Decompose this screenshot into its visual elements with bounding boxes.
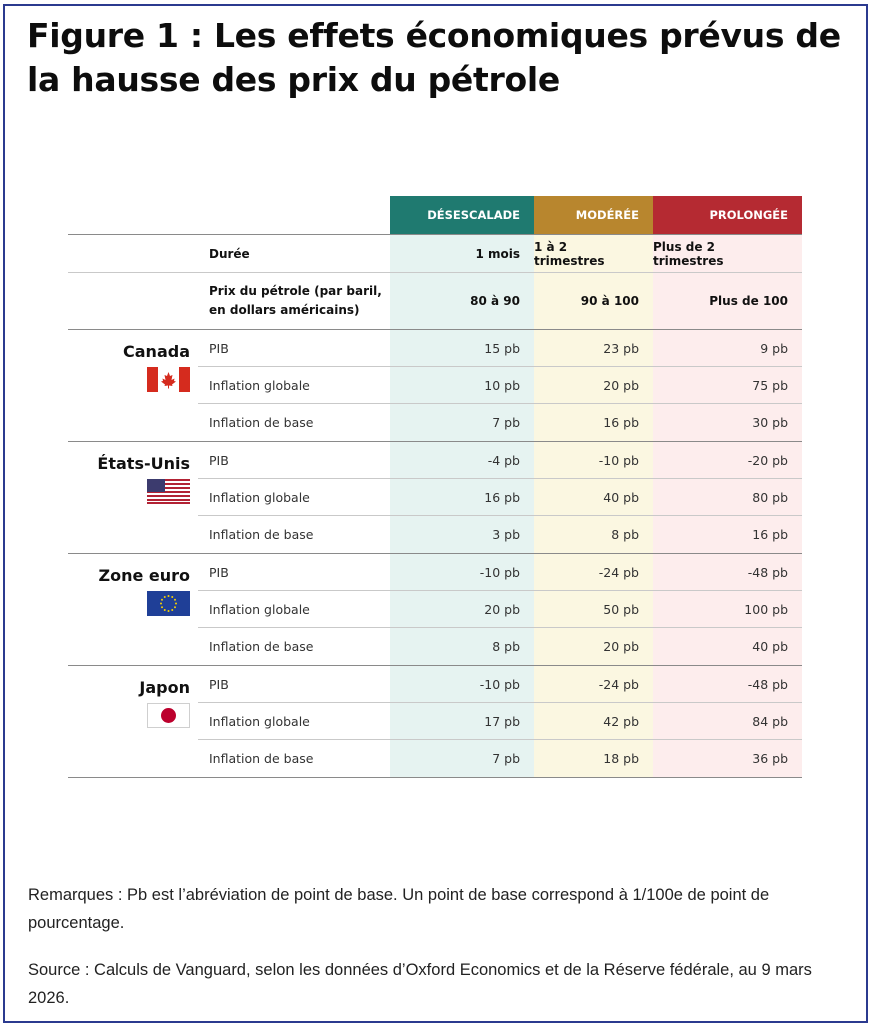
metric-label: PIB bbox=[209, 452, 229, 468]
metric-label: Inflation de base bbox=[209, 751, 314, 766]
value-cell: -20 pb bbox=[747, 452, 788, 468]
source-text: Source : Calculs de Vanguard, selon les données d’Oxford Economics et de la Réserve fédérale, au 9 mars 2026. bbox=[28, 961, 812, 1007]
value-cell: -10 pb bbox=[598, 452, 639, 468]
value-cell: 16 pb bbox=[603, 415, 639, 430]
oil-price-moderee: 90 à 100 bbox=[580, 294, 639, 308]
value-cell: 23 pb bbox=[603, 340, 639, 356]
value-cell: 18 pb bbox=[603, 751, 639, 766]
duration-prolongee: Plus de 2 trimestres bbox=[653, 239, 724, 268]
oil-price-label: Prix du pétrole (par baril, en dollars américains) bbox=[209, 284, 382, 317]
scenario-header-moderee: MODÉRÉE bbox=[534, 196, 653, 234]
value-cell: 10 pb bbox=[484, 377, 520, 393]
value-cell: 16 pb bbox=[752, 527, 788, 542]
scenario-header-desescalade: DÉSESCALADE bbox=[390, 196, 534, 234]
value-cell: 8 pb bbox=[611, 527, 639, 542]
japan-flag-icon bbox=[147, 703, 190, 728]
scenario-header-prolongee: PROLONGÉE bbox=[653, 196, 802, 234]
value-cell: 9 pb bbox=[760, 340, 788, 356]
value-cell: 3 pb bbox=[492, 527, 520, 542]
value-cell: 20 pb bbox=[603, 377, 639, 393]
oil-price-desescalade: 80 à 90 bbox=[470, 294, 520, 308]
canada-flag-icon bbox=[147, 367, 190, 392]
value-cell: 16 pb bbox=[484, 489, 520, 505]
value-cell: -24 pb bbox=[598, 564, 639, 580]
value-cell: -24 pb bbox=[598, 676, 639, 692]
country-euro-area: Zone euro bbox=[98, 566, 190, 585]
duration-moderee: 1 à 2 trimestres bbox=[534, 239, 605, 268]
oil-price-prolongee: Plus de 100 bbox=[709, 294, 788, 308]
value-cell: 20 pb bbox=[484, 601, 520, 617]
country-japan: Japon bbox=[139, 678, 190, 697]
value-cell: 80 pb bbox=[752, 489, 788, 505]
eu-flag-icon bbox=[147, 591, 190, 616]
country-usa: États-Unis bbox=[97, 454, 190, 473]
country-canada: Canada bbox=[123, 342, 190, 361]
value-cell: 20 pb bbox=[603, 639, 639, 654]
metric-label: Inflation de base bbox=[209, 639, 314, 654]
row-divider bbox=[68, 777, 802, 778]
value-cell: -10 pb bbox=[479, 564, 520, 580]
duration-desescalade: 1 mois bbox=[475, 246, 520, 261]
value-cell: 30 pb bbox=[752, 415, 788, 430]
value-cell: -48 pb bbox=[747, 676, 788, 692]
metric-label: PIB bbox=[209, 340, 229, 356]
value-cell: -10 pb bbox=[479, 676, 520, 692]
usa-flag-icon bbox=[147, 479, 190, 504]
value-cell: -4 pb bbox=[487, 452, 520, 468]
value-cell: 8 pb bbox=[492, 639, 520, 654]
value-cell: 40 pb bbox=[752, 639, 788, 654]
metric-label: PIB bbox=[209, 564, 229, 580]
value-cell: 17 pb bbox=[484, 713, 520, 729]
metric-label: PIB bbox=[209, 676, 229, 692]
metric-label: Inflation globale bbox=[209, 713, 310, 729]
scenario-table bbox=[68, 196, 802, 778]
value-cell: -48 pb bbox=[747, 564, 788, 580]
figure-title: Figure 1 : Les effets économiques prévus de la hausse des prix du pétrole bbox=[27, 16, 841, 99]
metric-label: Inflation globale bbox=[209, 377, 310, 393]
value-cell: 100 pb bbox=[744, 601, 788, 617]
notes-text: Remarques : Pb est l’abréviation de point de base. Un point de base correspond à 1/100e de point de pourcentage. bbox=[28, 886, 770, 932]
metric-label: Inflation globale bbox=[209, 601, 310, 617]
value-cell: 7 pb bbox=[492, 415, 520, 430]
metric-label: Inflation de base bbox=[209, 415, 314, 430]
value-cell: 15 pb bbox=[484, 340, 520, 356]
value-cell: 42 pb bbox=[603, 713, 639, 729]
metric-label: Inflation globale bbox=[209, 489, 310, 505]
metric-label: Inflation de base bbox=[209, 527, 314, 542]
value-cell: 40 pb bbox=[603, 489, 639, 505]
value-cell: 50 pb bbox=[603, 601, 639, 617]
duration-label: Durée bbox=[209, 246, 250, 261]
value-cell: 36 pb bbox=[752, 751, 788, 766]
value-cell: 7 pb bbox=[492, 751, 520, 766]
value-cell: 75 pb bbox=[752, 377, 788, 393]
value-cell: 84 pb bbox=[752, 713, 788, 729]
